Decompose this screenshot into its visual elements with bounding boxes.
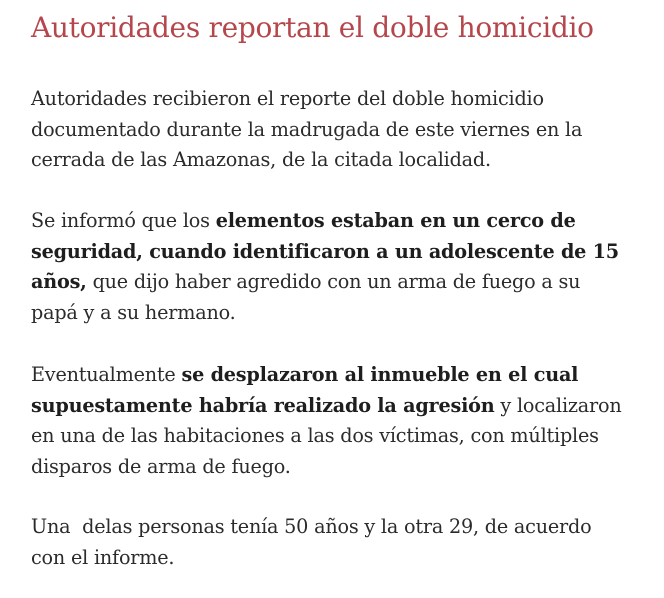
paragraph-bold-text: seguridad, cuando identificaron a un adolescente de 15 (31, 239, 619, 263)
article-paragraph-1 (31, 84, 661, 176)
paragraph-line (31, 237, 661, 268)
paragraph-line: Una delas personas tenía 50 años y la otra 29, de acuerdo (31, 515, 592, 538)
article-headline: Autoridades reportan el doble homicidio (31, 11, 594, 44)
paragraph-text: Eventualmente (31, 363, 182, 386)
paragraph-line (31, 391, 661, 422)
paragraph-bold-text: supuestamente habría realizado la agresión (31, 393, 495, 417)
paragraph-line: cerrada de las Amazonas, de la citada localidad. (31, 148, 491, 171)
article-paragraph-2 (31, 206, 661, 328)
paragraph-line: en una de las habitaciones a las dos víctimas, con múltiples (31, 424, 599, 447)
paragraph-bold-text: años, (31, 270, 87, 293)
paragraph-text: Se informó que los (31, 209, 216, 232)
paragraph-line: papá y a su hermano. (31, 300, 236, 324)
paragraph-line: Autoridades recibieron el reporte del doble homicidio (31, 87, 544, 110)
paragraph-bold-text: elementos estaban en un cerco de (215, 209, 576, 232)
paragraph-bold-text: se desplazaron al inmueble en el cual (181, 363, 579, 386)
paragraph-line (31, 267, 661, 298)
paragraph-line (31, 206, 661, 237)
paragraph-line: documentado durante la madrugada de este viernes en la (31, 117, 583, 141)
paragraph-text: y localizaron (494, 393, 622, 417)
paragraph-line: disparos de arma de fuego. (31, 454, 291, 478)
article-paragraph-4 (31, 512, 661, 573)
paragraph-line (31, 360, 661, 391)
paragraph-line: con el informe. (31, 545, 175, 569)
paragraph-text: que dijo haber agredido con un arma de fuego a su (86, 270, 581, 293)
news-article (31, 8, 661, 569)
article-paragraph-3 (31, 360, 661, 482)
